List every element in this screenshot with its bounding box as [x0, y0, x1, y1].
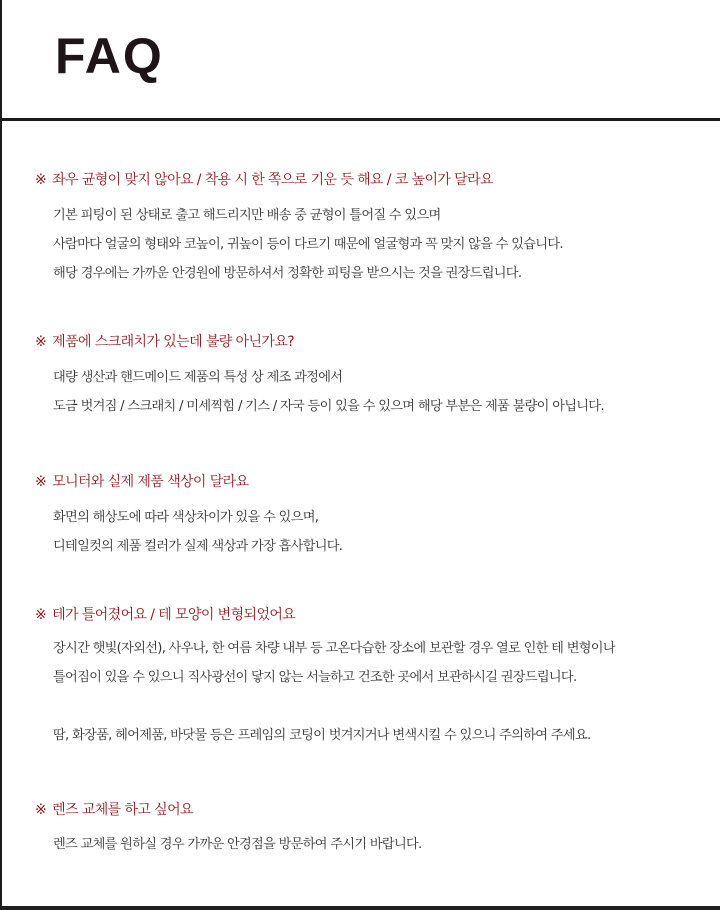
answer-line: 대량 생산과 핸드메이드 제품의 특성 상 제조 과정에서	[53, 370, 343, 385]
answer-line: 틀어짐이 있을 수 있으니 직사광선이 닿지 않는 서늘하고 건조한 곳에서 보관하시길 권장드립니다.	[53, 670, 577, 685]
answer-line: 땀, 화장품, 헤어제품, 바닷물 등은 프레임의 코팅이 벗겨지거나 변색시킬 수 있으니 주의하여 주세요.	[53, 728, 591, 743]
reference-mark-icon: ※	[35, 607, 47, 623]
faq-answer	[53, 368, 604, 426]
question-text: 제품에 스크래치가 있는데 불량 아닌가요?	[52, 334, 295, 350]
header	[2, 0, 720, 118]
faq-answer	[53, 639, 615, 755]
question-text: 좌우 균형이 맞지 않아요 / 착용 시 한 쪽으로 기운 듯 해요 / 코 높이가 달라요	[52, 172, 493, 188]
answer-line: 도금 벗겨짐 / 스크래치 / 미세찍힘 / 기스 / 자국 등이 있을 수 있으며 해당 부분은 제품 불량이 아닙니다.	[53, 399, 604, 414]
answer-line: 사람마다 얼굴의 형태와 코높이, 귀높이 등이 다르기 때문에 얼굴형과 꼭 맞지 않을 수 있습니다.	[53, 237, 563, 252]
answer-line: 화면의 해상도에 따라 색상차이가 있을 수 있으며,	[53, 510, 319, 525]
faq-question	[35, 170, 493, 190]
answer-line: 해당 경우에는 가까운 안경원에 방문하셔서 정확한 피팅을 받으시는 것을 권장드립니다.	[53, 266, 522, 281]
question-text: 테가 틀어졌어요 / 테 모양이 변형되었어요	[52, 607, 296, 623]
faq-answer	[53, 206, 563, 293]
answer-spacer	[53, 697, 615, 726]
faq-answer	[53, 508, 342, 566]
question-text: 모니터와 실제 제품 색상이 달라요	[52, 474, 249, 490]
faq-question	[35, 472, 248, 492]
reference-mark-icon: ※	[35, 474, 47, 490]
reference-mark-icon: ※	[35, 334, 47, 350]
reference-mark-icon: ※	[35, 802, 47, 818]
faq-question	[35, 332, 294, 352]
question-text: 렌즈 교체를 하고 싶어요	[52, 802, 193, 818]
faq-question	[35, 605, 295, 625]
reference-mark-icon: ※	[35, 172, 47, 188]
answer-line: 디테일컷의 제품 컬러가 실제 색상과 가장 흡사합니다.	[53, 539, 343, 554]
answer-line: 렌즈 교체를 원하실 경우 가까운 안경점을 방문하여 주시기 바랍니다.	[53, 837, 422, 852]
header-divider	[2, 118, 720, 121]
answer-line: 기본 피팅이 된 상태로 출고 해드리지만 배송 중 균형이 틀어질 수 있으며	[53, 208, 441, 223]
faq-question	[35, 800, 193, 820]
page-title: FAQ	[55, 28, 164, 84]
faq-answer	[53, 835, 422, 864]
answer-line: 장시간 햇빛(자외선), 사우나, 한 여름 차량 내부 등 고온다습한 장소에 보관할 경우 열로 인한 테 변형이나	[53, 641, 615, 656]
